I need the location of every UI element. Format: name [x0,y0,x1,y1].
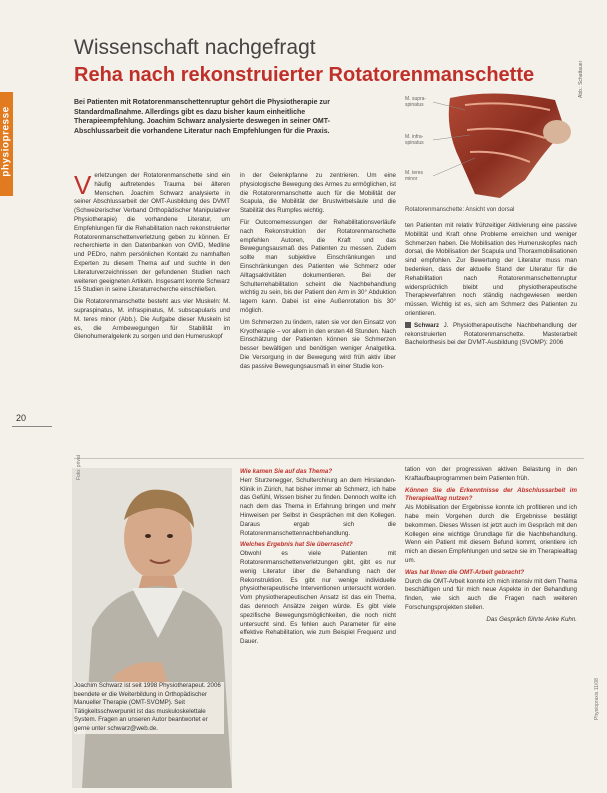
figure-label-supraspinatus: M. supra-spinatus [405,96,427,108]
portrait-illustration [72,468,232,788]
figure-credit: Abb.: Schattauer [578,60,584,98]
page-number-rule [12,426,52,427]
col2-paragraph-1: in der Gelenkpfanne zu zentrieren. Um eine physiologische Bewegung des Armes zu ermöglichen, ist die Rotatorenmanschette auch für die Mobilität der Scapula, die Mobilität der Brustwirbelsäule und die Stabilität des Rumpfes wichtig. [240,172,396,215]
interview-answer-3: Als Mobilisation der Ergebnisse konnte ich profitieren und ich habe mein Vorgehen durch die Ergebnisse bestätigt bekommen. Dieses Wissen ist jetzt auch im Gespräch mit den Kollegen eine wichtige Grundlage für die Nachbehandlung. Wenn ein Patient mit diesem Befund kommt, orientiere ich mich an diesen Empfehlungen und setze sie im Therapiealltag um. [405,504,577,564]
anatomy-figure [405,90,575,200]
article-column-1 [74,172,230,345]
interview-column-2 [405,466,577,628]
section-tab [0,92,13,196]
col3-paragraph-1: ten Patienten mit relativ frühzeitiger Aktivierung eine passive Mobilität und Kraft ohne Probleme erreichen und weniger Schmerzen haben. Die Mobilisation des Humeruskopfes nach dorsal, die Mobilisation der Scapula und Thoraxmobilisationen sind empfohlen. Zur Bewertung der Literatur muss man bedenken, dass der aktuelle Stand der Literatur für die Rehabilitation nach Rotatorenmanschettenruptur widersprüchlich bleibt und physiotherapeutische Therapieverfahren noch ständig nachgewiesen werden müssen. Wichtig ist es, sich am Schmerz des Patienten zu orientieren. [405,222,577,317]
article-column-3 [405,222,577,351]
page-number: 20 [16,413,27,423]
issue-note: Physiopraxis 11/08 [594,678,600,720]
interview-question-1: Wie kamen Sie auf das Thema? [240,468,333,475]
interviewer-signature: Das Gespräch führte Anke Kuhn. [486,615,577,623]
interview-question-2: Welches Ergebnis hat Sie überrascht? [240,541,353,549]
source-reference [405,322,577,348]
figure-label-infraspinatus: M. infra-spinatus [405,134,424,146]
figure-label-teres-minor: M. teres minor [405,170,424,182]
intro-text: Bei Patienten mit Rotatorenmanschettenruptur gehört die Physiotherapie zur Standardmaßnahme. Allerdings gibt es dazu bisher kaum einheitliche Therapieempfehlung. Joachim Schwarz analysierte deswegen in seiner OMT-Abschlussarbeit die vorhandene Literatur nach Empfehlungen für die Praxis. [74,99,330,135]
kicker: Wissenschaft nachgefragt [74,36,316,59]
source-text: J. Physiotherapeutische Nachbehandlung der rekonstruierten Rotatorenmanschette. Masterarbeit Bachelorthesis bei der DVMT-Ausbildung (SVOMP): 2006 [405,321,577,347]
interview-question-4: Was hat Ihnen die OMT-Arbeit gebracht? [405,568,525,576]
col1-paragraph-1: erletzungen der Rotatorenmanschette sind ein häufig auftretendes Trauma bei älteren Menschen. Joachim Schwarz analysierte in seiner Abschlussarbeit der OMT-Ausbildung des DVMT (Schweizerischer Verband Orthopädischer Manipulativer Physiotherapie) die vorhandene Literatur, um Empfehlungen für die Rehabilitation nach rekonstruierter Rotatorenmanschettenverletzung geben zu können. Er recherchierte in den Datenbanken von OVID, Medline und PEDro, nahm persönlichen Kontakt zu namhaften Experten zu diesem Thema auf und suchte in den Literaturverzeichnissen der gefundenen Studien nach weiteren geeigneten Artikeln. Insgesamt konnte Schwarz 15 Studien in seine Literaturrecherche einschließen. [74,172,230,294]
col1-paragraph-2: Die Rotatorenmanschette besteht aus vier Muskeln: M. supraspinatus, M. infraspinatus, M. subscapularis und M. teres minor (Abb.). Die Aufgabe dieser Muskeln ist es, die Armbewegungen für Stabilität im Glenohumeralgelenk zu sorgen und den Humeruskopf [74,298,230,341]
section-tab-label: physiopresse [0,106,12,177]
interview-question-3: Können Sie die Erkenntnisse der Abschlussarbeit im Therapiealltag nutzen? [405,486,577,503]
interview-column-1 [240,466,396,650]
author-bio: Joachim Schwarz ist seit 1998 Physiotherapeut. 2006 beendete er die Weiterbildung in Orthopädischer Manueller Therapie (OMT-SVOMP). Seit Tätigkeitsschwerpunkt ist das muskuloskelettale System. Fragen an unseren Autor beantwortet er gerne unter schwarz@web.de. [74,682,224,734]
interview-answer-1: Herr Sturzenegger, Schulterchirurg an dem Hirslanden-Klinik in Zürich, hat bisher immer ab Schmerz, ich habe das Gefühl, Wissen bisher zu finden. Dennoch wollte ich nach dem das Thema in Erfahrung bringen und mehr Hinweisen per Selbst in Gesprächen mit den Kollegen. Daraus ergab sich die Rotatorenmanschettennachbehandlung. [240,476,396,537]
figure-caption: Rotatorenmanschette: Ansicht von dorsal [405,207,515,213]
photo-credit: Foto: privat [76,454,82,480]
headline: Reha nach rekonstruierter Rotatorenmanschette [74,64,535,86]
section-divider [74,458,584,459]
interview-answer-4: Durch die OMT-Arbeit konnte ich mich intensiv mit dem Thema beschäftigen und für mich neue Aspekte in der Behandlung finden, wie sich auch die Fragen nach weiteren Forschungsprojekten stellen. [405,577,577,611]
source-bullet-icon [405,322,411,328]
article-column-2 [240,172,396,375]
col2-paragraph-3: Um Schmerzen zu lindern, raten sie vor den Einsatz von Kryotherapie – vor allem in den ersten 48 Stunden. Nach Einschätzung der Patienten können sie Schmerzen besser bewältigen und benötigen weniger Analgetika. Die Versorgung in der Bewegung wird früh aktiv über das passive Bewegungsausmaß in einer Studie kon- [240,318,396,370]
col2-paragraph-2: Für Outcomemessungen der Rehabilitationsverläufe nach Rekonstruktion der Rotatorenmanschette empfehlen Autoren, die Kraft und das Bewegungsausmaß des Patienten zu messen. Zudem sollte man subjektive Einschränkungen und Einschränkungen des Patienten wie Schmerz oder Alltagsaktivitäten dokumentieren. Bei der Schulterrehabilitation scheint die Nachbehandlung wichtig zu sein, bis der Patient den Arm in 30° Abduktion lagern kann. Dabei ist eine Außenrotation bis 30° möglich. [240,218,396,314]
interview-answer-2: Obwohl es viele Patienten mit Rotatorenmanschettenverletzungen gibt, gibt es nur wenig Literatur über die Behandlung nach der Rekonstruktion. Es gibt nur wenige individuelle physiotherapeutische Interventionen untersucht worden. Vom physiotherapeutischen Ansatz ist das ein Thema, das dennoch Ansätze zeigen würde. Es gibt viele spezifische Bewegungsmöglichkeiten, die noch nicht untersucht sind. Es fehlen auch Parameter für eine effektive Rehabilitation, wie zum Beispiel Frequenz und Dauer. [240,550,396,646]
author-photo [72,454,232,788]
source-label: Schwarz [414,321,440,329]
dropcap: V [74,170,92,200]
interview-answer-continued: tation von der progressiven aktiven Belastung in den Kraftaufbauprogrammen beim Patienten früh. [405,466,577,482]
